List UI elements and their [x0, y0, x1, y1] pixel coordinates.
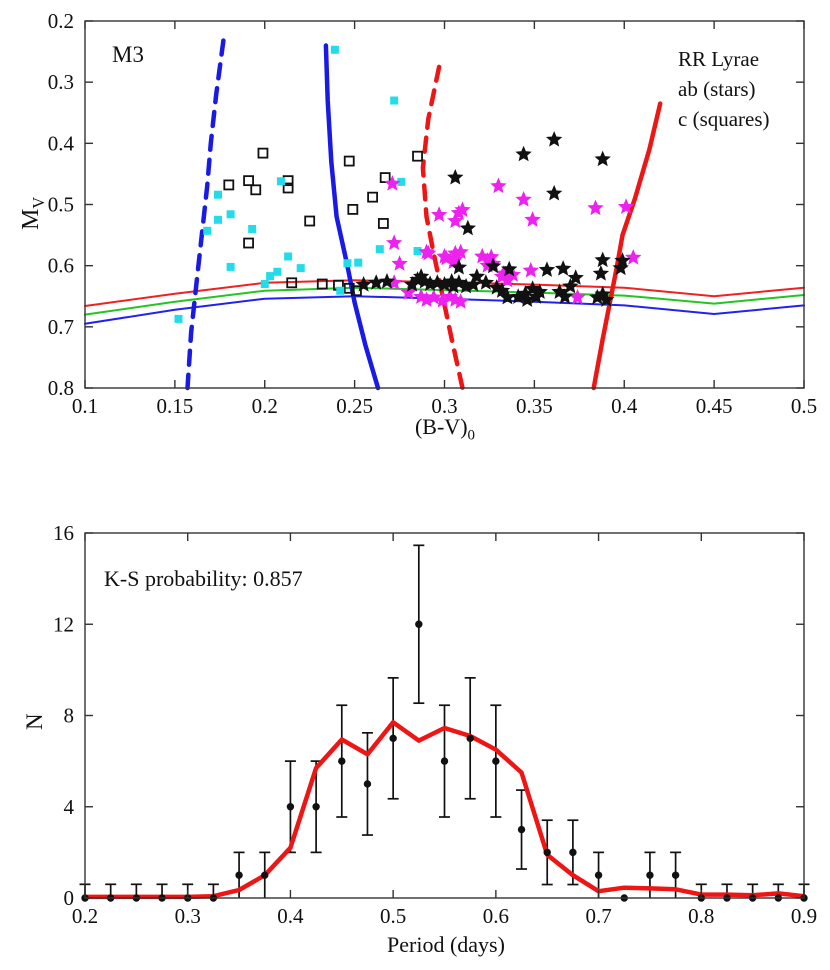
cluster-label: M3	[112, 42, 144, 67]
blue-dashed-edge-line	[188, 41, 224, 388]
svg-text:0.9: 0.9	[790, 904, 818, 928]
legend-text-block	[678, 44, 770, 134]
svg-text:0.8: 0.8	[47, 376, 74, 400]
svg-text:0.2: 0.2	[251, 394, 278, 418]
svg-text:16: 16	[53, 521, 74, 545]
svg-text:0.3: 0.3	[431, 394, 458, 418]
svg-text:0.25: 0.25	[336, 394, 373, 418]
svg-text:0.3: 0.3	[174, 904, 201, 928]
svg-text:8: 8	[63, 703, 74, 728]
svg-text:0.6: 0.6	[482, 904, 509, 928]
observed-points	[81, 621, 807, 902]
RRc-black-open-squares-series	[224, 149, 422, 296]
svg-text:0.45: 0.45	[695, 394, 733, 418]
svg-text:0.3: 0.3	[47, 70, 74, 95]
svg-text:0.6: 0.6	[47, 253, 74, 278]
svg-text:0.8: 0.8	[688, 904, 715, 928]
svg-text:0.4: 0.4	[277, 904, 304, 928]
svg-text:0.2: 0.2	[47, 9, 74, 33]
legend-line-title: RR Lyrae	[678, 47, 760, 71]
svg-text:4: 4	[63, 794, 74, 819]
legend-line-c: c (squares)	[678, 107, 770, 131]
cmd-x-axis-label: $(B-V)_0$	[414, 414, 476, 444]
svg-text:0.15: 0.15	[156, 394, 194, 418]
svg-text:0.2: 0.2	[71, 904, 99, 928]
red-dashed-edge-line	[423, 67, 463, 388]
y-label-subscript: V	[28, 196, 48, 209]
svg-text:0.4: 0.4	[47, 131, 74, 156]
svg-text:0.7: 0.7	[585, 904, 612, 928]
svg-text:0.35: 0.35	[516, 394, 553, 418]
red-solid-edge-line	[594, 104, 661, 388]
svg-text:0.5: 0.5	[380, 904, 407, 928]
hist-x-axis-label: Period (days)	[387, 932, 505, 957]
svg-text:0.5: 0.5	[790, 394, 818, 418]
ks-probability-label: K-S probability: 0.857	[104, 566, 303, 591]
observed-error-bars	[80, 545, 810, 898]
legend-line-ab: ab (stars)	[678, 77, 756, 101]
x-label-subscript: 0	[467, 427, 476, 444]
svg-text:0.4: 0.4	[611, 394, 638, 418]
svg-text:0.7: 0.7	[47, 314, 74, 339]
svg-text:0: 0	[63, 886, 74, 910]
svg-text:0.5: 0.5	[47, 192, 74, 217]
blue-solid-edge-line	[326, 46, 378, 389]
hist-y-axis-label: N	[22, 713, 47, 730]
cmd-y-axis-label: $M_V$	[18, 196, 48, 230]
svg-text:0.1: 0.1	[71, 394, 99, 418]
svg-text:12: 12	[53, 612, 74, 637]
